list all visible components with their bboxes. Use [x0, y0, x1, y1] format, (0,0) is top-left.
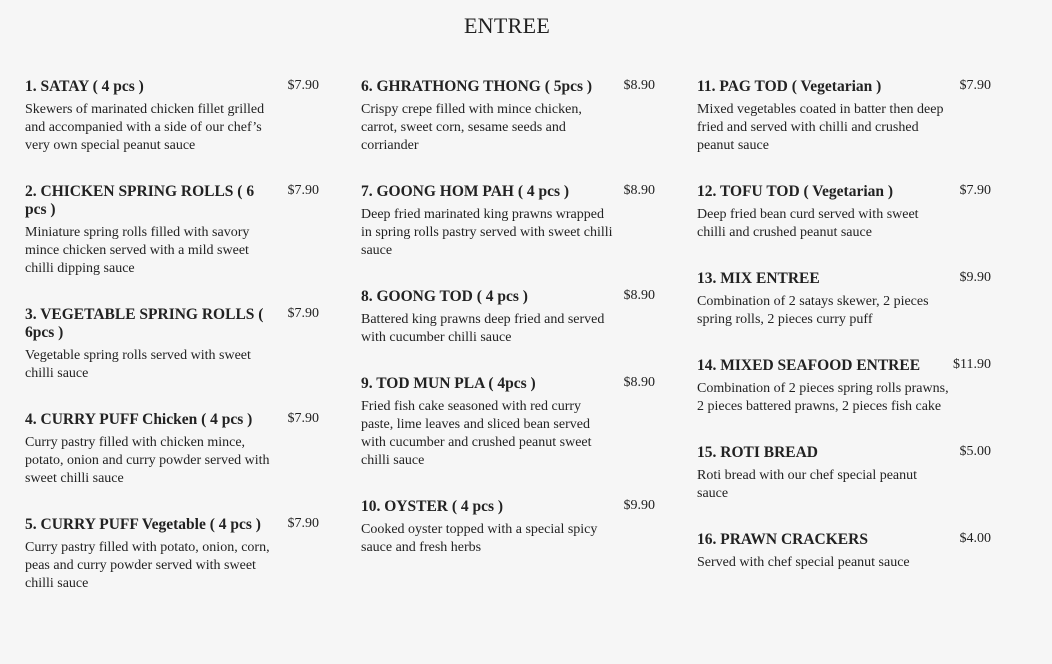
- menu-item: [697, 270, 997, 329]
- item-header: [697, 444, 997, 462]
- item-description: Skewers of marinated chicken fillet grilled and accompanied with a side of our chef’s very own special peanut sauce: [25, 102, 265, 153]
- menu-item: [25, 516, 325, 593]
- item-description: Deep fried marinated king prawns wrapped in spring rolls pastry served with sweet chilli sauce: [361, 207, 613, 258]
- menu-column-2: [361, 78, 661, 585]
- item-price: $7.90: [287, 306, 319, 321]
- menu-item: [25, 183, 325, 278]
- item-description: Mixed vegetables coated in batter then deep fried and served with chilli and crushed peanut sauce: [697, 102, 944, 153]
- item-header: [361, 498, 661, 516]
- menu-item: [361, 183, 661, 260]
- item-price: $7.90: [287, 183, 319, 198]
- item-name: 7. GOONG HOM PAH ( 4 pcs ): [361, 183, 570, 200]
- menu-item: [697, 357, 997, 416]
- menu-item: [697, 78, 997, 155]
- item-description: Deep fried bean curd served with sweet chilli and crushed peanut sauce: [697, 207, 919, 240]
- item-name: 6. GHRATHONG THONG ( 5pcs ): [361, 78, 593, 95]
- item-name: 13. MIX ENTREE: [697, 270, 820, 287]
- item-description: Roti bread with our chef special peanut sauce: [697, 468, 918, 501]
- item-header: [697, 531, 997, 549]
- menu-item: [697, 183, 997, 242]
- item-header: [361, 183, 661, 201]
- item-price: $4.00: [959, 531, 991, 546]
- item-name: 3. VEGETABLE SPRING ROLLS ( 6pcs ): [25, 306, 264, 341]
- item-header: [361, 375, 661, 393]
- item-header: [25, 306, 325, 342]
- item-price: $7.90: [959, 78, 991, 93]
- item-price: $7.90: [959, 183, 991, 198]
- item-price: $9.90: [959, 270, 991, 285]
- item-name: 12. TOFU TOD ( Vegetarian ): [697, 183, 894, 200]
- menu-item: [361, 375, 661, 470]
- item-price: $5.00: [959, 444, 991, 459]
- item-name: 11. PAG TOD ( Vegetarian ): [697, 78, 882, 95]
- menu-item: [361, 78, 661, 155]
- item-header: [25, 183, 325, 219]
- item-price: $8.90: [623, 78, 655, 93]
- item-header: [25, 516, 325, 534]
- item-header: [361, 288, 661, 306]
- menu-item: [361, 498, 661, 557]
- item-description: Crispy crepe filled with mince chicken, carrot, sweet corn, sesame seeds and corriander: [361, 102, 582, 153]
- menu-item: [697, 531, 997, 572]
- item-description: Fried fish cake seasoned with red curry paste, lime leaves and sliced bean served with cucumber and crushed peanut sweet chilli sauce: [361, 399, 592, 468]
- item-name: 9. TOD MUN PLA ( 4pcs ): [361, 375, 536, 392]
- item-name: 15. ROTI BREAD: [697, 444, 819, 461]
- item-price: $8.90: [623, 288, 655, 303]
- page-title: ENTREE: [463, 13, 551, 38]
- item-header: [697, 270, 997, 288]
- item-description: Combination of 2 pieces spring rolls prawns, 2 pieces battered prawns, 2 pieces fish cake: [697, 381, 949, 414]
- item-description: Battered king prawns deep fried and served with cucumber chilli sauce: [361, 312, 605, 345]
- menu-item: [25, 306, 325, 383]
- item-description: Curry pastry filled with potato, onion, corn, peas and curry powder served with sweet chilli sauce: [25, 540, 270, 591]
- item-header: [697, 183, 997, 201]
- item-description: Combination of 2 satays skewer, 2 pieces spring rolls, 2 pieces curry puff: [697, 294, 929, 327]
- item-price: $11.90: [953, 357, 991, 372]
- item-description: Served with chef special peanut sauce: [697, 555, 910, 570]
- menu-item: [25, 411, 325, 488]
- item-name: 1. SATAY ( 4 pcs ): [25, 78, 144, 95]
- item-name: 10. OYSTER ( 4 pcs ): [361, 498, 504, 515]
- item-price: $8.90: [623, 375, 655, 390]
- item-header: [361, 78, 661, 96]
- item-description: Miniature spring rolls filled with savory mince chicken served with a mild sweet chilli dipping sauce: [25, 225, 250, 276]
- menu-item: [697, 444, 997, 503]
- item-description: Cooked oyster topped with a special spicy sauce and fresh herbs: [361, 522, 598, 555]
- item-description: Vegetable spring rolls served with sweet chilli sauce: [25, 348, 251, 381]
- item-price: $9.90: [623, 498, 655, 513]
- menu-column-3: [697, 78, 997, 600]
- item-price: $8.90: [623, 183, 655, 198]
- item-name: 8. GOONG TOD ( 4 pcs ): [361, 288, 528, 305]
- item-name: 2. CHICKEN SPRING ROLLS ( 6 pcs ): [25, 183, 255, 218]
- item-price: $7.90: [287, 411, 319, 426]
- item-name: 16. PRAWN CRACKERS: [697, 531, 868, 548]
- item-header: [697, 78, 997, 96]
- item-description: Curry pastry filled with chicken mince, potato, onion and curry powder served with sweet chilli sauce: [25, 435, 270, 486]
- item-header: [25, 78, 325, 96]
- item-header: [697, 357, 997, 375]
- item-name: 4. CURRY PUFF Chicken ( 4 pcs ): [25, 411, 253, 428]
- menu-column-1: [25, 78, 325, 621]
- menu-item: [361, 288, 661, 347]
- item-name: 5. CURRY PUFF Vegetable ( 4 pcs ): [25, 516, 261, 533]
- item-header: [25, 411, 325, 429]
- item-price: $7.90: [287, 516, 319, 531]
- item-name: 14. MIXED SEAFOOD ENTREE: [697, 357, 921, 374]
- item-price: $7.90: [287, 78, 319, 93]
- menu-item: [25, 78, 325, 155]
